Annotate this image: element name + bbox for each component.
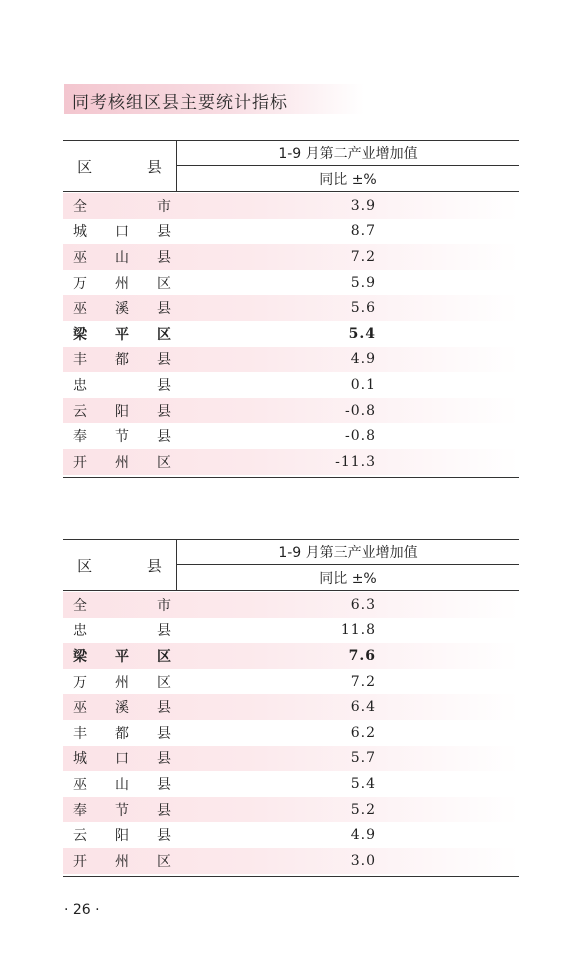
growth-value: 4.9	[350, 827, 376, 844]
growth-value: -0.8	[345, 428, 376, 445]
region-name: 万 州 区	[73, 674, 171, 691]
metric-column-header: 1-9 月第二产业增加值	[177, 141, 519, 166]
unit-column-header: 同比 ±%	[319, 570, 377, 587]
region-name: 云 阳 县	[73, 828, 171, 845]
growth-value: 3.0	[350, 852, 376, 869]
region-name: 忠 县	[73, 623, 171, 640]
region-name: 城 口 县	[73, 224, 171, 241]
growth-value: 6.3	[350, 596, 376, 613]
growth-value: 7.2	[350, 673, 376, 690]
region-name: 开 州 区	[73, 853, 171, 870]
table-row	[63, 694, 519, 720]
page-number: · 26 ·	[64, 902, 100, 918]
table-row	[63, 746, 519, 772]
table-row	[63, 398, 519, 424]
table-row	[63, 720, 519, 746]
table-row	[63, 321, 519, 347]
table-row	[63, 295, 519, 321]
region-name: 巫 山 县	[73, 776, 171, 793]
table-row	[63, 669, 519, 695]
growth-value: -11.3	[335, 453, 376, 470]
region-name: 奉 节 县	[73, 429, 171, 446]
secondary-industry-table	[63, 140, 519, 478]
table-row	[63, 643, 519, 669]
growth-value: 5.7	[350, 750, 376, 767]
region-name: 丰 都 县	[73, 725, 171, 742]
table-row	[63, 372, 519, 398]
region-name: 开 州 区	[73, 454, 171, 471]
growth-value: 5.4	[350, 775, 376, 792]
region-name: 梁 平 区	[73, 326, 171, 343]
growth-value: 0.1	[350, 376, 376, 393]
table-row	[63, 848, 519, 874]
growth-value: 11.8	[340, 622, 376, 639]
growth-value: 3.9	[350, 197, 376, 214]
growth-value: 7.2	[350, 248, 376, 265]
region-name: 全 市	[73, 597, 171, 614]
table-row	[63, 270, 519, 296]
unit-column-header: 同比 ±%	[319, 171, 377, 188]
region-name: 巫 溪 县	[73, 700, 171, 717]
region-name: 巫 山 县	[73, 249, 171, 266]
region-name: 巫 溪 县	[73, 301, 171, 318]
table-row	[63, 771, 519, 797]
table-body	[63, 192, 519, 478]
metric-column-header: 1-9 月第三产业增加值	[177, 540, 519, 565]
growth-value: 5.4	[348, 325, 376, 342]
table-header	[63, 539, 519, 591]
growth-value: -0.8	[345, 402, 376, 419]
table-row	[63, 347, 519, 373]
region-name: 丰 都 县	[73, 352, 171, 369]
table-row	[63, 193, 519, 219]
growth-value: 4.9	[350, 351, 376, 368]
table-body	[63, 591, 519, 877]
region-name: 全 市	[73, 198, 171, 215]
table-header	[63, 140, 519, 192]
table-row	[63, 618, 519, 644]
region-name: 城 口 县	[73, 751, 171, 768]
region-column-header: 区 县	[63, 540, 177, 590]
tertiary-industry-table	[63, 539, 519, 877]
growth-value: 5.9	[350, 274, 376, 291]
region-column-header: 区 县	[63, 141, 177, 191]
region-name: 云 阳 县	[73, 403, 171, 420]
table-row	[63, 592, 519, 618]
growth-value: 7.6	[348, 647, 376, 664]
table-row	[63, 449, 519, 475]
table-row	[63, 822, 519, 848]
region-name: 奉 节 县	[73, 802, 171, 819]
growth-value: 5.2	[350, 801, 376, 818]
table-row	[63, 244, 519, 270]
section-title-banner	[64, 84, 364, 114]
growth-value: 6.2	[350, 724, 376, 741]
region-name: 万 州 区	[73, 275, 171, 292]
growth-value: 6.4	[350, 699, 376, 716]
table-row	[63, 423, 519, 449]
region-name: 梁 平 区	[73, 648, 171, 665]
growth-value: 8.7	[350, 223, 376, 240]
growth-value: 5.6	[350, 300, 376, 317]
section-title: 同考核组区县主要统计指标	[72, 93, 288, 113]
table-row	[63, 219, 519, 245]
region-name: 忠 县	[73, 377, 171, 394]
table-row	[63, 797, 519, 823]
